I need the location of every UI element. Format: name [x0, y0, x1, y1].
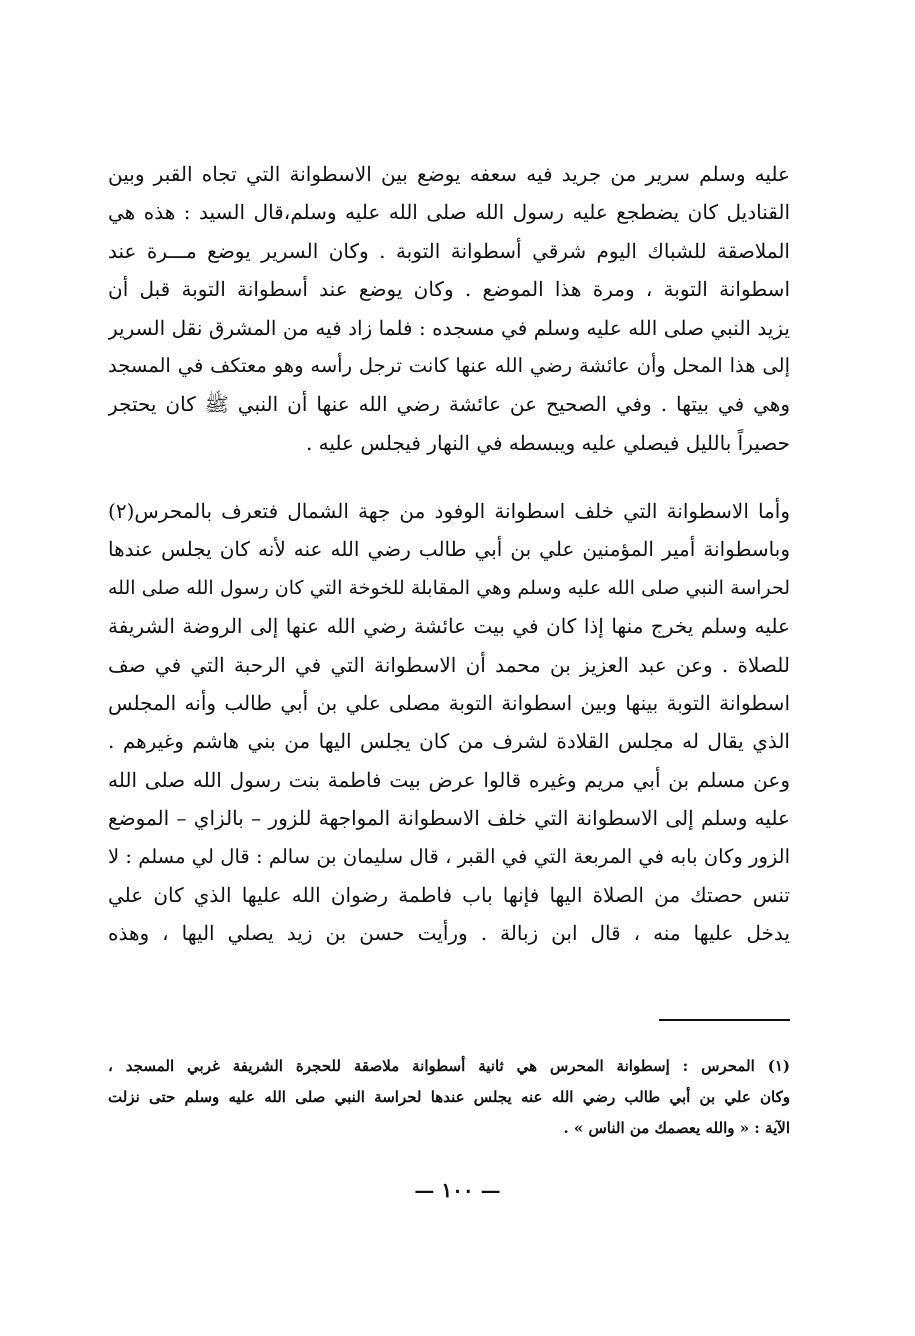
paragraph-2	[108, 492, 790, 953]
text-line: عليه وسلم يخرج منها إذا كان في بيت عائشة رضي الله عنها إلى الروضة الشريفة	[108, 614, 790, 639]
text-line: القناديل كان يضطجع عليه رسول الله صلى الله عليه وسلم،قال السيد : هذه هي	[108, 200, 790, 225]
text-line: تنس حصتك من الصلاة اليها فإنها باب فاطمة رضوان الله عليها الذي كان علي	[108, 882, 790, 907]
text-line: عليه وسلم إلى الاسطوانة التي خلف الاسطوانة المواجهة للزور – بالزاي – الموضع	[108, 806, 790, 831]
text-line: عليه وسلم سرير من جريد فيه سعفه يوضع بين الاسطوانة التي تجاه القبر وبين	[108, 162, 790, 186]
text-line: للصلاة . وعن عبد العزيز بن محمد أن الاسطوانة التي في الرحبة التي في صف	[108, 652, 790, 677]
text-line: لحراسة النبي صلى الله عليه وسلم وهي المقابلة للخوخة التي كان رسول الله صلى الله	[108, 576, 790, 599]
text-line: الزور وكان بابه في المربعة التي في القبر ، قال سليمان بن سالم : قال لي مسلم : لا	[108, 844, 790, 868]
text-line: حصيراً بالليل فيصلي عليه ويبسطه في النهار فيجلس عليه .	[305, 430, 790, 455]
footnote	[108, 1051, 790, 1144]
footnote-line: (١) المحرس : إسطوانة المحرس هي ثانية أسطوانة ملاصقة للحجرة الشريفة غربي المسجد ،	[108, 1057, 790, 1075]
footnote-divider	[659, 1019, 790, 1021]
text-line: إلى هذا المحل وأن عائشة رضي الله عنها كانت ترجل رأسه وهو معتكف في المسجد	[108, 353, 790, 377]
text-line: اسطوانة التوبة ، ومرة هذا الموضع . وكان يوضع عند أسطوانة التوبة قبل أن	[108, 277, 790, 302]
footnote-line: الآية : « والله يعصمك من الناس » .	[563, 1119, 790, 1137]
text-line: يزيد النبي صلى الله عليه وسلم في مسجده : فلما زاد فيه من المشرق نقل السرير	[108, 315, 790, 340]
text-line: وأما الاسطوانة التي خلف اسطوانة الوفود من جهة الشمال فتعرف بالمحرس(٢)	[108, 499, 790, 523]
page-number: — ١٠٠ —	[414, 1178, 501, 1202]
paragraph-1	[108, 155, 790, 462]
text-line: وهي في بيتها . وفي الصحيح عن عائشة رضي الله عنها أن النبي ﷺ كان يحتجر	[108, 392, 790, 417]
text-line: يدخل عليها منه ، قال ابن زبالة . ورأيت حسن بن زيد يصلي اليها ، وهذه	[108, 921, 790, 946]
footnote-line: وكان علي بن أبي طالب رضي الله عنه يجلس عندها لحراسة النبي صلى الله عليه وسلم حتى نزلت	[108, 1088, 790, 1106]
text-line: الذي يقال له مجلس القلادة لشرف من كان يجلس اليها من بني هاشم وغيرهم .	[108, 729, 790, 754]
text-line: وباسطوانة أمير المؤمنين علي بن أبي طالب رضي الله عنه لأنه كان يجلس عندها	[108, 537, 790, 562]
text-line: الملاصقة للشباك اليوم شرقي أسطوانة التوبة . وكان السرير يوضع مـــرة عند	[108, 238, 790, 263]
text-line: اسطوانة التوبة بينها وبين اسطوانة التوبة مصلى علي بن أبي طالب وأنه المجلس	[108, 690, 790, 715]
text-line: وعن مسلم بن أبي مريم وغيره قالوا عرض بيت فاطمة بنت رسول الله صلى الله	[108, 767, 790, 792]
